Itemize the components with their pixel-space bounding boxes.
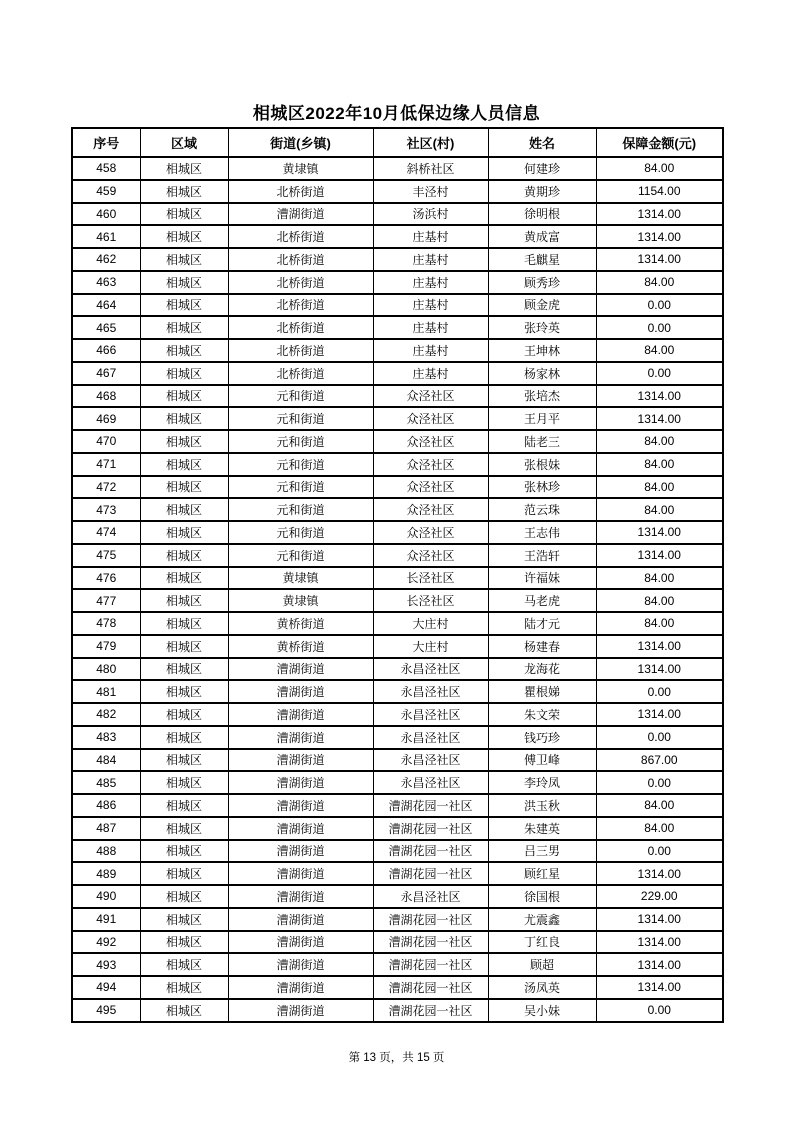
table-cell: 84.00: [596, 498, 723, 521]
table-cell: 元和街道: [228, 430, 373, 453]
table-cell: 84.00: [596, 589, 723, 612]
table-cell: 1314.00: [596, 385, 723, 408]
table-cell: 吴小妹: [488, 999, 596, 1022]
table-cell: 492: [72, 931, 140, 954]
table-cell: 元和街道: [228, 544, 373, 567]
table-cell: 王月平: [488, 407, 596, 430]
table-cell: 丁红良: [488, 931, 596, 954]
table-row: [72, 521, 723, 544]
table-cell: 相城区: [140, 385, 228, 408]
table-cell: 464: [72, 294, 140, 317]
table-cell: 相城区: [140, 225, 228, 248]
table-cell: 漕湖花园一社区: [373, 953, 488, 976]
table-cell: 朱建英: [488, 817, 596, 840]
table-cell: 汤凤英: [488, 976, 596, 999]
table-cell: 北桥街道: [228, 339, 373, 362]
table-cell: 491: [72, 908, 140, 931]
table-cell: 相城区: [140, 407, 228, 430]
table-cell: 相城区: [140, 521, 228, 544]
table-cell: 相城区: [140, 976, 228, 999]
table-cell: 龙海花: [488, 658, 596, 681]
table-cell: 485: [72, 771, 140, 794]
table-cell: 481: [72, 680, 140, 703]
table-cell: 470: [72, 430, 140, 453]
table-cell: 1154.00: [596, 180, 723, 203]
table-row: [72, 862, 723, 885]
table-row: [72, 157, 723, 180]
table-row: [72, 726, 723, 749]
table-cell: 瞿根娣: [488, 680, 596, 703]
table-cell: 北桥街道: [228, 248, 373, 271]
table-row: [72, 544, 723, 567]
table-cell: 469: [72, 407, 140, 430]
table-cell: 1314.00: [596, 908, 723, 931]
table-cell: 漕湖街道: [228, 885, 373, 908]
table-cell: 北桥街道: [228, 362, 373, 385]
table-cell: 487: [72, 817, 140, 840]
table-cell: 漕湖街道: [228, 817, 373, 840]
table-cell: 大庄村: [373, 635, 488, 658]
table-cell: 459: [72, 180, 140, 203]
table-cell: 相城区: [140, 362, 228, 385]
table-cell: 相城区: [140, 294, 228, 317]
table-cell: 相城区: [140, 248, 228, 271]
table-cell: 相城区: [140, 567, 228, 590]
table-cell: 漕湖花园一社区: [373, 908, 488, 931]
table-cell: 斜桥社区: [373, 157, 488, 180]
table-cell: 漕湖花园一社区: [373, 931, 488, 954]
table-row: [72, 840, 723, 863]
table-cell: 庄基村: [373, 362, 488, 385]
table-cell: 1314.00: [596, 658, 723, 681]
table-cell: 漕湖街道: [228, 862, 373, 885]
table-cell: 相城区: [140, 203, 228, 226]
column-header: 街道(乡镇): [228, 128, 373, 157]
table-cell: 相城区: [140, 430, 228, 453]
table-cell: 漕湖花园一社区: [373, 840, 488, 863]
table-row: [72, 128, 723, 157]
table-row: [72, 316, 723, 339]
table-cell: 张培杰: [488, 385, 596, 408]
table-cell: 王浩轩: [488, 544, 596, 567]
table-cell: 0.00: [596, 362, 723, 385]
table-cell: 漕湖街道: [228, 703, 373, 726]
table-cell: 陆才元: [488, 612, 596, 635]
table-cell: 相城区: [140, 589, 228, 612]
table-cell: 永昌泾社区: [373, 658, 488, 681]
table-cell: 钱巧珍: [488, 726, 596, 749]
table-cell: 庄基村: [373, 316, 488, 339]
table-row: [72, 385, 723, 408]
table-cell: 相城区: [140, 544, 228, 567]
table-cell: 84.00: [596, 453, 723, 476]
table-cell: 相城区: [140, 931, 228, 954]
table-cell: 元和街道: [228, 521, 373, 544]
table-cell: 漕湖花园一社区: [373, 976, 488, 999]
table-cell: 北桥街道: [228, 316, 373, 339]
table-cell: 84.00: [596, 339, 723, 362]
table-cell: 467: [72, 362, 140, 385]
table-cell: 毛麒星: [488, 248, 596, 271]
table-cell: 尤震鑫: [488, 908, 596, 931]
table-cell: 490: [72, 885, 140, 908]
table-cell: 473: [72, 498, 140, 521]
table-cell: 黄桥街道: [228, 635, 373, 658]
table-cell: 478: [72, 612, 140, 635]
table-cell: 汤浜村: [373, 203, 488, 226]
table-cell: 永昌泾社区: [373, 771, 488, 794]
table-row: [72, 635, 723, 658]
table-cell: 84.00: [596, 157, 723, 180]
table-cell: 相城区: [140, 749, 228, 772]
table-cell: 许福妹: [488, 567, 596, 590]
table-row: [72, 953, 723, 976]
table-cell: 489: [72, 862, 140, 885]
table-cell: 84.00: [596, 271, 723, 294]
table-row: [72, 203, 723, 226]
table-cell: 黄成富: [488, 225, 596, 248]
table-cell: 长泾社区: [373, 589, 488, 612]
table-cell: 漕湖街道: [228, 953, 373, 976]
table-cell: 相城区: [140, 612, 228, 635]
table-cell: 476: [72, 567, 140, 590]
table-cell: 相城区: [140, 999, 228, 1022]
table-cell: 相城区: [140, 658, 228, 681]
table-cell: 何建珍: [488, 157, 596, 180]
table-cell: 众泾社区: [373, 430, 488, 453]
table-cell: 相城区: [140, 703, 228, 726]
table-cell: 461: [72, 225, 140, 248]
table-cell: 元和街道: [228, 476, 373, 499]
table-cell: 元和街道: [228, 385, 373, 408]
table-cell: 相城区: [140, 953, 228, 976]
table-cell: 0.00: [596, 840, 723, 863]
table-cell: 494: [72, 976, 140, 999]
table-cell: 漕湖街道: [228, 840, 373, 863]
table-cell: 北桥街道: [228, 271, 373, 294]
table-row: [72, 339, 723, 362]
table-cell: 李玲凤: [488, 771, 596, 794]
table-cell: 84.00: [596, 794, 723, 817]
table-cell: 相城区: [140, 794, 228, 817]
table-row: [72, 817, 723, 840]
table-cell: 相城区: [140, 726, 228, 749]
table-cell: 漕湖街道: [228, 931, 373, 954]
table-row: [72, 430, 723, 453]
table-cell: 黄期珍: [488, 180, 596, 203]
table-cell: 张林珍: [488, 476, 596, 499]
table-cell: 477: [72, 589, 140, 612]
table-cell: 相城区: [140, 180, 228, 203]
table-row: [72, 703, 723, 726]
table-cell: 488: [72, 840, 140, 863]
table-row: [72, 794, 723, 817]
table-cell: 黄埭镇: [228, 157, 373, 180]
table-cell: 元和街道: [228, 498, 373, 521]
table-cell: 495: [72, 999, 140, 1022]
table-row: [72, 658, 723, 681]
table-cell: 众泾社区: [373, 498, 488, 521]
table-cell: 张玲英: [488, 316, 596, 339]
table-cell: 庄基村: [373, 271, 488, 294]
table-cell: 庄基村: [373, 339, 488, 362]
table-cell: 1314.00: [596, 225, 723, 248]
table-cell: 庄基村: [373, 225, 488, 248]
table-cell: 483: [72, 726, 140, 749]
table-cell: 黄埭镇: [228, 589, 373, 612]
table-cell: 84.00: [596, 817, 723, 840]
table-cell: 漕湖街道: [228, 771, 373, 794]
table-cell: 1314.00: [596, 976, 723, 999]
table-cell: 475: [72, 544, 140, 567]
table-cell: 0.00: [596, 294, 723, 317]
table-cell: 杨家林: [488, 362, 596, 385]
table-cell: 465: [72, 316, 140, 339]
table-row: [72, 885, 723, 908]
table-cell: 460: [72, 203, 140, 226]
table-row: [72, 749, 723, 772]
table-cell: 黄埭镇: [228, 567, 373, 590]
table-cell: 1314.00: [596, 521, 723, 544]
table-cell: 480: [72, 658, 140, 681]
table-cell: 0.00: [596, 726, 723, 749]
table-row: [72, 294, 723, 317]
table-cell: 84.00: [596, 612, 723, 635]
table-cell: 漕湖街道: [228, 203, 373, 226]
table-row: [72, 407, 723, 430]
table-cell: 顾超: [488, 953, 596, 976]
table-cell: 相城区: [140, 771, 228, 794]
table-cell: 众泾社区: [373, 453, 488, 476]
table-cell: 北桥街道: [228, 294, 373, 317]
column-header: 保障金额(元): [596, 128, 723, 157]
table-cell: 永昌泾社区: [373, 885, 488, 908]
table-cell: 相城区: [140, 316, 228, 339]
table-cell: 867.00: [596, 749, 723, 772]
table-cell: 元和街道: [228, 407, 373, 430]
table-cell: 众泾社区: [373, 521, 488, 544]
table-cell: 相城区: [140, 635, 228, 658]
table-row: [72, 362, 723, 385]
table-cell: 相城区: [140, 157, 228, 180]
table-cell: 永昌泾社区: [373, 749, 488, 772]
table-cell: 漕湖街道: [228, 726, 373, 749]
table-cell: 漕湖花园一社区: [373, 794, 488, 817]
column-header: 序号: [72, 128, 140, 157]
table-cell: 1314.00: [596, 953, 723, 976]
table-cell: 463: [72, 271, 140, 294]
table-cell: 王坤林: [488, 339, 596, 362]
table-cell: 众泾社区: [373, 407, 488, 430]
table-row: [72, 976, 723, 999]
table-cell: 庄基村: [373, 248, 488, 271]
table-row: [72, 908, 723, 931]
table-cell: 永昌泾社区: [373, 703, 488, 726]
table-cell: 众泾社区: [373, 385, 488, 408]
table-cell: 相城区: [140, 339, 228, 362]
table-cell: 洪玉秋: [488, 794, 596, 817]
table-header-row: [72, 128, 723, 157]
column-header: 姓名: [488, 128, 596, 157]
table-cell: 1314.00: [596, 407, 723, 430]
table-cell: 474: [72, 521, 140, 544]
table-cell: 458: [72, 157, 140, 180]
table-cell: 漕湖街道: [228, 976, 373, 999]
table-row: [72, 180, 723, 203]
table-cell: 468: [72, 385, 140, 408]
table-cell: 相城区: [140, 498, 228, 521]
table-row: [72, 453, 723, 476]
table-cell: 84.00: [596, 567, 723, 590]
table-cell: 462: [72, 248, 140, 271]
table-cell: 王志伟: [488, 521, 596, 544]
table-cell: 相城区: [140, 908, 228, 931]
table-cell: 229.00: [596, 885, 723, 908]
table-cell: 相城区: [140, 453, 228, 476]
table-cell: 1314.00: [596, 703, 723, 726]
table-cell: 相城区: [140, 862, 228, 885]
table-row: [72, 271, 723, 294]
table-cell: 相城区: [140, 680, 228, 703]
table-cell: 84.00: [596, 430, 723, 453]
table-row: [72, 612, 723, 635]
benefits-table: [71, 127, 724, 1023]
column-header: 区域: [140, 128, 228, 157]
table-cell: 长泾社区: [373, 567, 488, 590]
table-cell: 1314.00: [596, 248, 723, 271]
table-cell: 471: [72, 453, 140, 476]
table-cell: 482: [72, 703, 140, 726]
table-cell: 1314.00: [596, 862, 723, 885]
table-cell: 众泾社区: [373, 476, 488, 499]
table-cell: 486: [72, 794, 140, 817]
table-cell: 范云珠: [488, 498, 596, 521]
table-row: [72, 680, 723, 703]
table-cell: 472: [72, 476, 140, 499]
table-cell: 493: [72, 953, 140, 976]
table-cell: 永昌泾社区: [373, 726, 488, 749]
table-cell: 庄基村: [373, 294, 488, 317]
table-cell: 黄桥街道: [228, 612, 373, 635]
table-body: [72, 157, 723, 1022]
table-cell: 相城区: [140, 817, 228, 840]
table-cell: 漕湖花园一社区: [373, 817, 488, 840]
table-row: [72, 476, 723, 499]
table-cell: 陆老三: [488, 430, 596, 453]
table-cell: 丰泾村: [373, 180, 488, 203]
table-cell: 相城区: [140, 271, 228, 294]
table-row: [72, 771, 723, 794]
table-cell: 顾红星: [488, 862, 596, 885]
table-cell: 0.00: [596, 680, 723, 703]
table-cell: 顾秀珍: [488, 271, 596, 294]
table-cell: 杨建春: [488, 635, 596, 658]
table-cell: 元和街道: [228, 453, 373, 476]
table-cell: 0.00: [596, 771, 723, 794]
table-cell: 漕湖街道: [228, 908, 373, 931]
table-cell: 漕湖街道: [228, 658, 373, 681]
table-cell: 相城区: [140, 885, 228, 908]
table-cell: 484: [72, 749, 140, 772]
table-cell: 漕湖街道: [228, 999, 373, 1022]
table-cell: 朱文荣: [488, 703, 596, 726]
table-cell: 吕三男: [488, 840, 596, 863]
table-cell: 相城区: [140, 840, 228, 863]
table-cell: 漕湖街道: [228, 794, 373, 817]
table-cell: 大庄村: [373, 612, 488, 635]
table-cell: 1314.00: [596, 544, 723, 567]
table-row: [72, 248, 723, 271]
page-title: 相城区2022年10月低保边缘人员信息: [252, 104, 541, 123]
table-cell: 0.00: [596, 316, 723, 339]
table-cell: 1314.00: [596, 203, 723, 226]
table-cell: 1314.00: [596, 931, 723, 954]
table-cell: 徐国根: [488, 885, 596, 908]
table-cell: 徐明根: [488, 203, 596, 226]
table-row: [72, 999, 723, 1022]
table-row: [72, 567, 723, 590]
table-cell: 北桥街道: [228, 180, 373, 203]
table-cell: 傅卫峰: [488, 749, 596, 772]
table-cell: 0.00: [596, 999, 723, 1022]
table-cell: 张根妹: [488, 453, 596, 476]
table-cell: 马老虎: [488, 589, 596, 612]
table-cell: 479: [72, 635, 140, 658]
table-row: [72, 931, 723, 954]
table-cell: 北桥街道: [228, 225, 373, 248]
table-cell: 漕湖花园一社区: [373, 999, 488, 1022]
table-cell: 漕湖花园一社区: [373, 862, 488, 885]
table-row: [72, 225, 723, 248]
page-footer: 第 13 页，共 15 页: [348, 1052, 445, 1064]
table-row: [72, 498, 723, 521]
table-cell: 84.00: [596, 476, 723, 499]
table-cell: 顾金虎: [488, 294, 596, 317]
table-row: [72, 589, 723, 612]
table-cell: 相城区: [140, 476, 228, 499]
column-header: 社区(村): [373, 128, 488, 157]
table-cell: 1314.00: [596, 635, 723, 658]
table-cell: 漕湖街道: [228, 680, 373, 703]
table-cell: 永昌泾社区: [373, 680, 488, 703]
table-cell: 466: [72, 339, 140, 362]
table-cell: 漕湖街道: [228, 749, 373, 772]
table-cell: 众泾社区: [373, 544, 488, 567]
